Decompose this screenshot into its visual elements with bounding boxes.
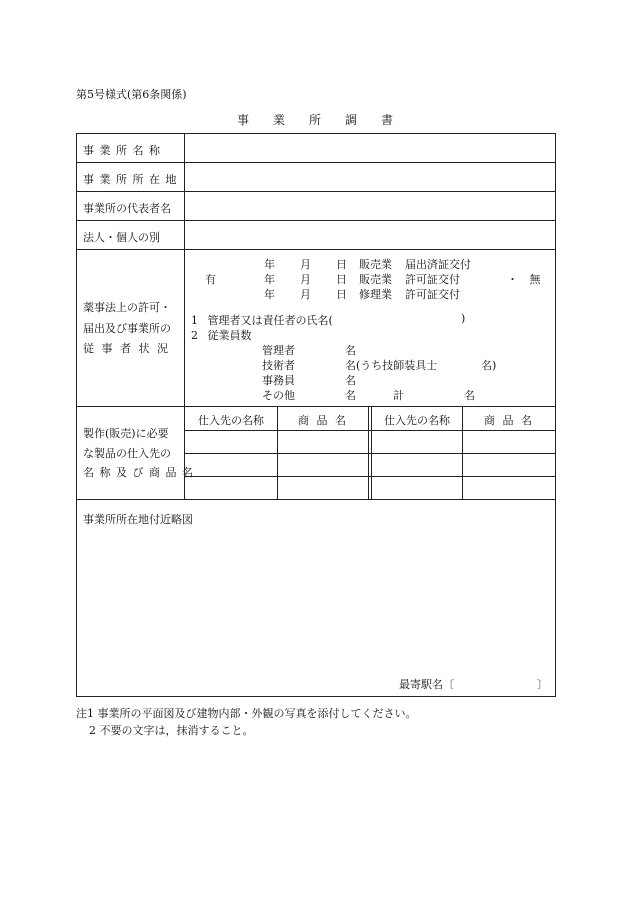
supplier-name-header: 仕入先の名称 bbox=[198, 414, 264, 427]
license-month: 月 bbox=[300, 288, 311, 301]
license-day: 日 bbox=[336, 258, 347, 271]
employee-count-item: 2 従業員数 bbox=[191, 329, 252, 342]
row-divider bbox=[77, 191, 555, 192]
business-location-label: 事 業 所 所 在 地 bbox=[83, 173, 178, 186]
product-label-line-1: 製作(販売)に必要 bbox=[83, 427, 169, 440]
license-label-line-3: 従 事 者 状 況 bbox=[83, 342, 170, 355]
document-title: 事業所調書 bbox=[236, 113, 417, 127]
product-name-header: 商 品 名 bbox=[298, 414, 348, 427]
manager-name-close: ) bbox=[461, 312, 466, 325]
product-name-header: 商 品 名 bbox=[484, 414, 534, 427]
license-month: 月 bbox=[300, 258, 311, 271]
product-column-divider bbox=[368, 406, 369, 499]
row-divider bbox=[77, 249, 555, 250]
location-map-label: 事業所所在地付近略図 bbox=[83, 513, 193, 526]
representative-label: 事業所の代表者名 bbox=[83, 202, 171, 215]
license-year: 年 bbox=[264, 273, 275, 286]
license-year: 年 bbox=[264, 258, 275, 271]
note-2: 2 不要の文字は，抹消すること。 bbox=[89, 724, 254, 737]
entity-type-label: 法人・個人の別 bbox=[83, 231, 160, 244]
row-divider bbox=[77, 220, 555, 221]
license-label-line-2: 届出及び事業所の bbox=[83, 322, 171, 335]
survey-form bbox=[76, 133, 556, 697]
license-business: 販売業 bbox=[359, 273, 392, 286]
staff-extra: 名) bbox=[481, 359, 497, 372]
supplier-name-header: 仕入先の名称 bbox=[384, 414, 450, 427]
staff-total: 計 bbox=[393, 389, 404, 402]
staff-total-unit: 名 bbox=[464, 389, 475, 402]
staff-role: 事務員 bbox=[262, 374, 295, 387]
nearest-station-close: 〕 bbox=[537, 678, 548, 691]
license-yes: 有 bbox=[205, 273, 216, 286]
license-day: 日 bbox=[336, 273, 347, 286]
product-row-divider bbox=[184, 430, 555, 431]
nearest-station-label: 最寄駅名〔 bbox=[399, 678, 454, 691]
staff-role: 技術者 bbox=[262, 359, 295, 372]
row-divider bbox=[77, 162, 555, 163]
license-status: 許可証交付 bbox=[405, 273, 460, 286]
staff-unit: 名 bbox=[345, 389, 356, 402]
license-status: 許可証交付 bbox=[405, 288, 460, 301]
manager-name-item: 1 管理者又は責任者の氏名( bbox=[191, 314, 333, 327]
license-day: 日 bbox=[336, 288, 347, 301]
license-label-line-1: 薬事法上の許可・ bbox=[83, 301, 171, 314]
row-divider bbox=[77, 406, 555, 407]
license-year: 年 bbox=[264, 288, 275, 301]
staff-role: その他 bbox=[262, 389, 295, 402]
product-row-divider bbox=[184, 453, 555, 454]
staff-unit: 名(うち技師装具士 bbox=[345, 359, 438, 372]
product-label-line-2: な製品の仕入先の bbox=[83, 447, 171, 460]
license-no: ・ 無 bbox=[507, 273, 541, 286]
license-business: 販売業 bbox=[359, 258, 392, 271]
staff-role: 管理者 bbox=[262, 344, 295, 357]
license-month: 月 bbox=[300, 273, 311, 286]
form-number: 第5号様式(第6条関係) bbox=[76, 88, 187, 101]
label-column-divider bbox=[184, 134, 185, 499]
row-divider bbox=[77, 499, 555, 500]
product-label-line-3: 名 称 及 び 商 品 名 bbox=[83, 466, 194, 479]
license-business: 修理業 bbox=[359, 288, 392, 301]
staff-unit: 名 bbox=[345, 344, 356, 357]
note-1: 注1 事業所の平面図及び建物内部・外観の写真を添付してください。 bbox=[76, 707, 417, 720]
staff-unit: 名 bbox=[345, 374, 356, 387]
business-name-label: 事 業 所 名 称 bbox=[83, 144, 161, 157]
product-row-divider bbox=[184, 476, 555, 477]
license-status: 届出済証交付 bbox=[405, 258, 471, 271]
